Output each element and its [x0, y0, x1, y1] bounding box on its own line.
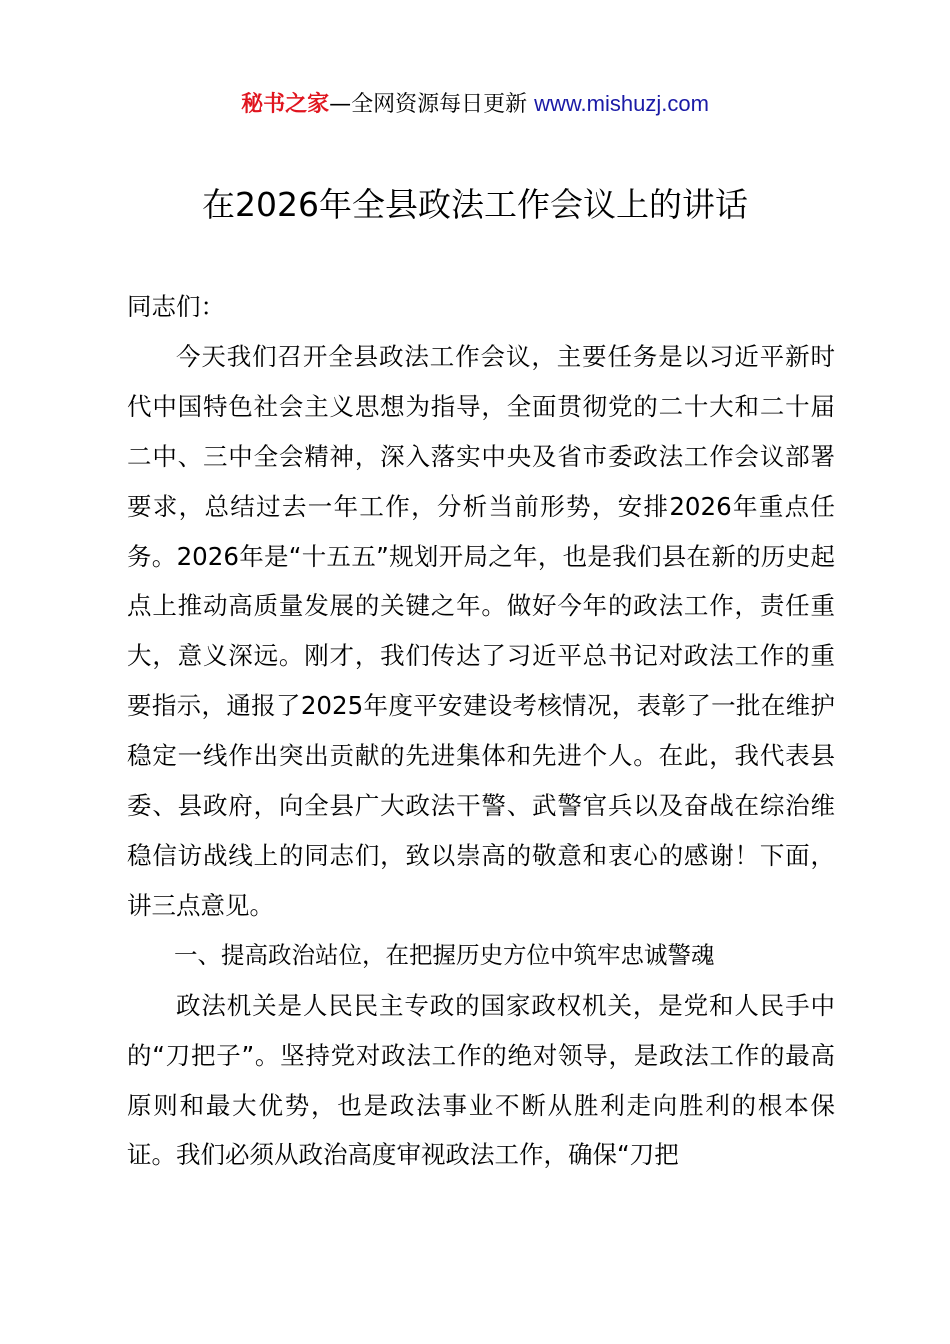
document-body [127, 282, 835, 1180]
salutation: 同志们： [127, 292, 225, 321]
site-header [0, 86, 950, 123]
section-heading: 一、提高政治站位，在把握历史方位中筑牢忠诚警魂 [174, 940, 715, 969]
intro-paragraph: 今天我们召开全县政法工作会议，主要任务是以习近平新时代中国特色社会主义思想为指导，全面贯彻党的二十大和二十届二中、三中全会精神，深入落实中央及省市委政法工作会议部署要求，总结过去一年工作，分析当前形势，安排2026年重点任务。2026年是“十五五”规划开局之年，也是我们县在新的历史起点上推动高质量发展的关键之年。做好今年的政法工作，责任重大，意义深远。刚才，我们传达了习近平总书记对政法工作的重要指示，通报了2025年度平安建设考核情况，表彰了一批在维护稳定一线作出突出贡献的先进集体和先进个人。在此，我代表县委、县政府，向全县广大政法干警、武警官兵以及奋战在综治维稳信访战线上的同志们，致以崇高的敬意和衷心的感谢！下面，讲三点意见。 [127, 341, 835, 920]
section-paragraph: 政法机关是人民民主专政的国家政权机关，是党和人民手中的“刀把子”。坚持党对政法工作的绝对领导，是政法工作的最高原则和最大优势，也是政法事业不断从胜利走向胜利的根本保证。我们必须从政治高度审视政法工作，确保“刀把 [127, 990, 835, 1170]
site-slogan: —全网资源每日更新 [329, 92, 535, 117]
site-brand: 秘书之家 [241, 92, 330, 117]
document-title: 在2026年全县政法工作会议上的讲话 [202, 185, 748, 224]
site-url-link[interactable]: www.mishuzj.com [534, 91, 709, 116]
